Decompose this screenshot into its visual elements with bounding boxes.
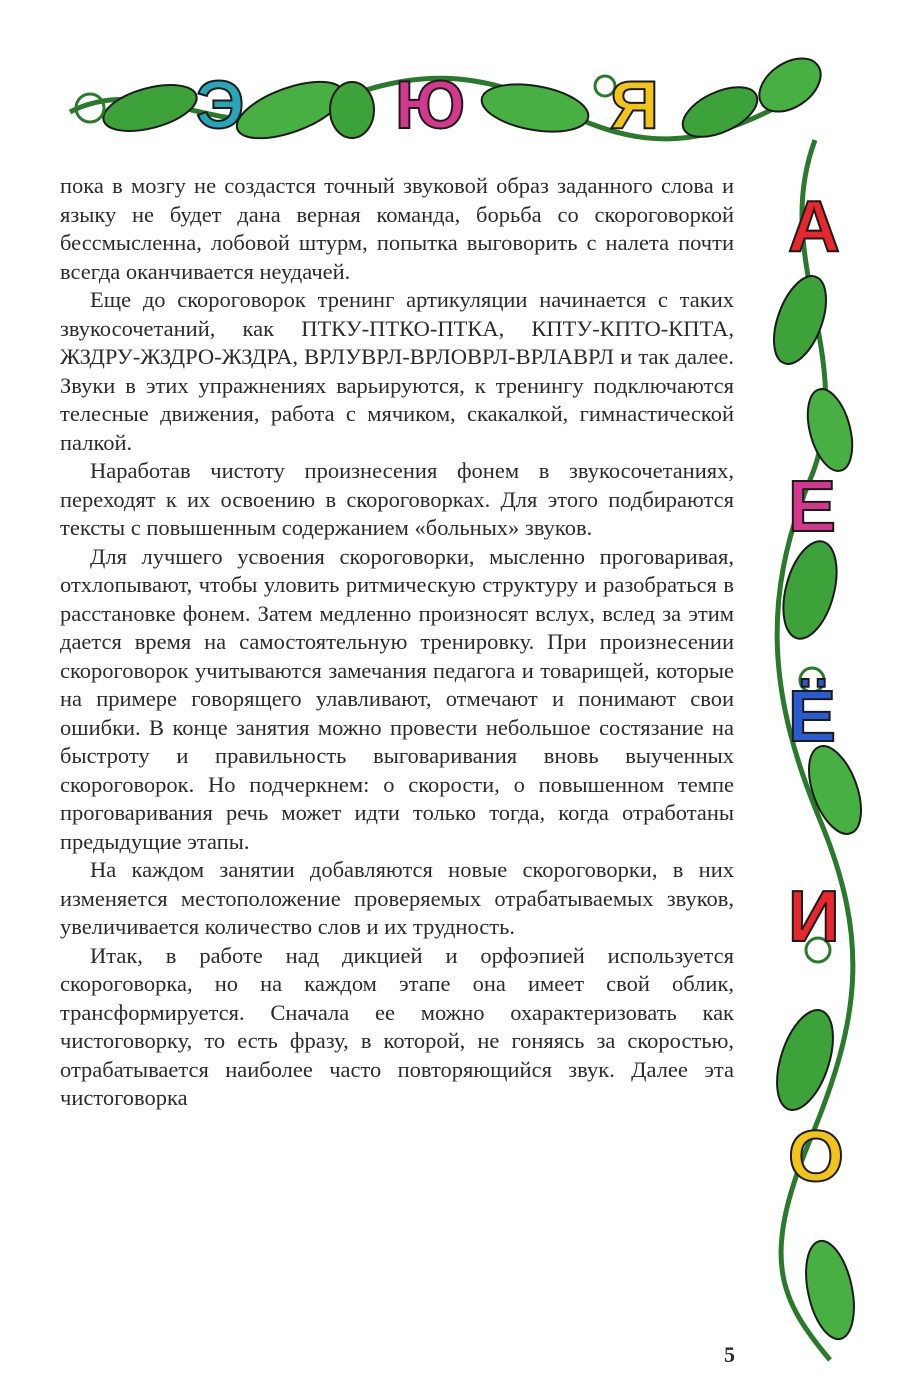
leaf-icon bbox=[330, 82, 374, 138]
border-letter: А bbox=[788, 187, 840, 267]
leaf-icon bbox=[750, 47, 831, 122]
leaf-icon bbox=[800, 384, 860, 475]
border-letter: Я bbox=[610, 67, 659, 143]
page-number: 5 bbox=[724, 1342, 735, 1367]
border-letter: Е bbox=[788, 467, 837, 547]
leaf-icon bbox=[766, 1003, 844, 1117]
border-letter: Ё bbox=[788, 677, 837, 757]
paragraph: Наработав чистоту произнесения фонем в звукосочетаниях, переходят к их освоению в скороговорках. Для этого подбираются тексты с повышенным содержанием «больных» звуков. bbox=[60, 458, 734, 540]
leaf-icon bbox=[764, 269, 837, 371]
paragraph: пока в мозгу не создастся точный звуковой образ заданного слова и языку не будет дана верная команда, борьба со скороговоркой бессмысленна, лобовой штурм, попытка выговорить с налета почти всегда оканчивается неудачей. bbox=[60, 173, 734, 284]
leaf-icon bbox=[98, 76, 201, 139]
border-letter: И bbox=[788, 877, 840, 957]
paragraph: На каждом занятии добавляются новые скороговорки, в них изменяется местоположение проверяемых отрабатываемых звуков, увеличивается количество слов и их трудность. bbox=[60, 857, 734, 939]
border-letter: О bbox=[788, 1117, 845, 1197]
body-text bbox=[60, 172, 734, 1113]
paragraph: Для лучшего усвоения скороговорки, мысленно проговаривая, отхлопывают, чтобы уловить ритмическую структуру и разобраться в расстановке фонем. Затем медленно произносят вслух, вслед за этим дается время на самостоятельную тренировку. При произнесении скороговорок учитываются замечания педагога и товарищей, которые на примере говорящего улавливают, отмечают и понимают свои ошибки. В конце занятия можно провести небольшое состязание на быстроту и правильность выговаривания вновь выученных скороговорок. Но подчеркнем: о скорости, о повышенном темпе проговаривания речь может идти только тогда, когда отработаны предыдущие этапы. bbox=[60, 543, 734, 854]
paragraph: Еще до скороговорок тренинг артикуляции начинается с таких звукосочетаний, как ПТКУ-ПТКО-ПТКА, КПТУ-КПТО-КПТА, ЖЗДРУ-ЖЗДРО-ЖЗДРА, ВРЛУВРЛ-ВРЛОВРЛ-ВРЛАВРЛ и так далее. Звуки в этих упражнениях варьируются, к тренингу подключаются телесные движения, работа с мячиком, скакалкой, гимнастической палкой. bbox=[60, 287, 734, 455]
border-letter: Э bbox=[196, 67, 245, 143]
border-letter: Ю bbox=[395, 67, 466, 143]
paragraph: Итак, в работе над дикцией и орфоэпией используется скороговорка, но на каждом этапе она имеет свой облик, трансформируется. Сначала ее можно охарактеризовать как чистоговорку, то есть фразу, в которой, не гоняясь за скоростью, отрабатывается наиболее часто повторяющийся звук. Далее эта чистоговорка bbox=[60, 942, 734, 1110]
